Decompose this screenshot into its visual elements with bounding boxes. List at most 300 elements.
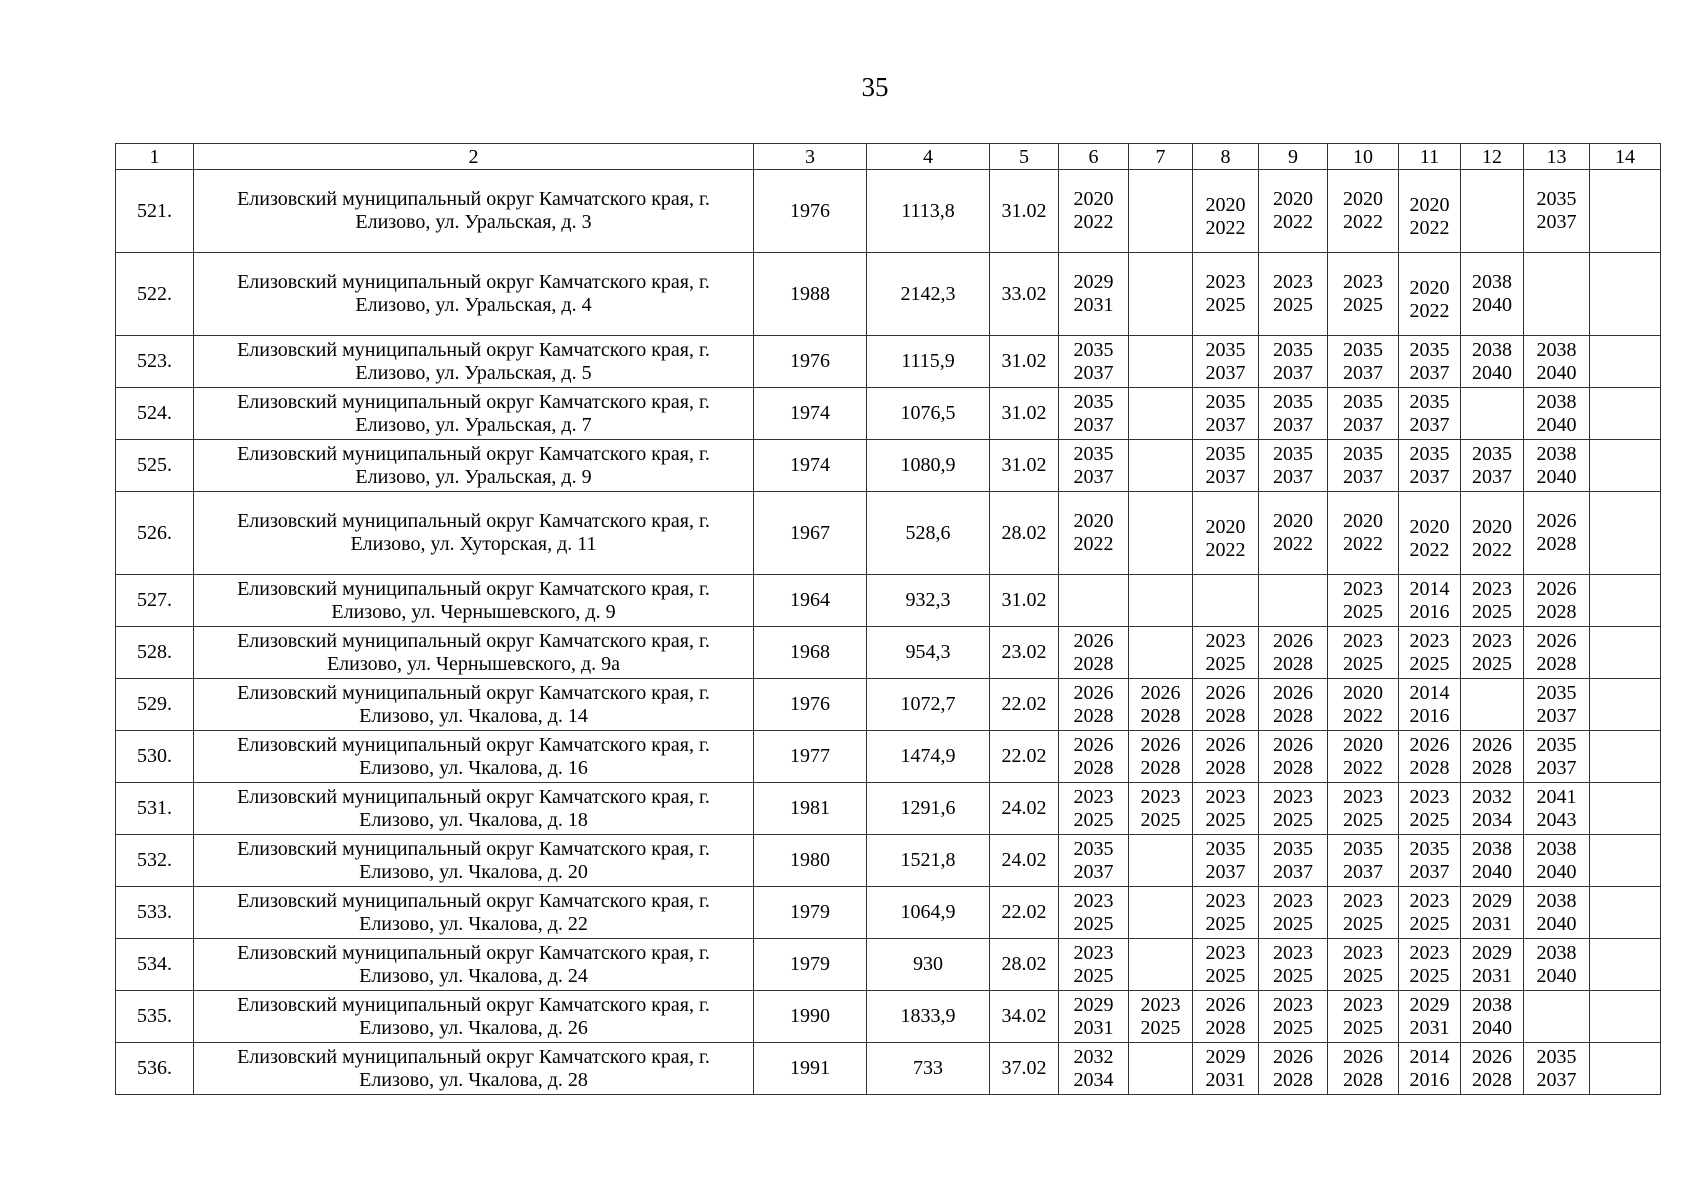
period-cell-10 <box>1328 835 1399 887</box>
column-header-10: 10 <box>1328 144 1399 170</box>
period-cell-11 <box>1399 575 1461 627</box>
address-cell <box>194 835 754 887</box>
period-year: 2026 <box>1205 733 1246 756</box>
code-cell: 28.02 <box>990 939 1059 991</box>
period-year: 2037 <box>1205 361 1246 384</box>
period-year: 2028 <box>1273 1068 1313 1091</box>
period-cell-8 <box>1193 679 1259 731</box>
column-header-14: 14 <box>1590 144 1661 170</box>
period-year: 2038 <box>1536 338 1577 361</box>
period-cell-14 <box>1590 679 1661 731</box>
period-year: 2028 <box>1205 756 1246 779</box>
period-cell-12 <box>1461 939 1524 991</box>
column-header-7: 7 <box>1129 144 1193 170</box>
period-year: 2040 <box>1472 860 1512 883</box>
period-year: 2022 <box>1273 211 1313 233</box>
address-line: Елизово, ул. Чкалова, д. 24 <box>359 964 588 987</box>
row-number-cell: 531. <box>116 783 194 835</box>
period-cell-6 <box>1059 835 1129 887</box>
period-cell-13 <box>1524 492 1590 575</box>
period-year: 2025 <box>1073 912 1114 935</box>
period-cell-14 <box>1590 887 1661 939</box>
area-cell: 1076,5 <box>867 388 990 440</box>
period-cell-13 <box>1524 731 1590 783</box>
period-year: 2040 <box>1536 912 1577 935</box>
address-cell <box>194 679 754 731</box>
period-year: 2022 <box>1205 539 1246 561</box>
period-year: 2025 <box>1205 912 1246 935</box>
period-year: 2038 <box>1536 837 1577 860</box>
period-year: 2025 <box>1140 808 1181 831</box>
period-cell-9 <box>1259 170 1328 253</box>
period-year: 2023 <box>1205 941 1246 964</box>
period-year: 2023 <box>1273 993 1313 1016</box>
period-year: 2028 <box>1536 600 1577 623</box>
period-year: 2023 <box>1273 271 1313 293</box>
year-built-cell: 1979 <box>754 939 867 991</box>
address-cell <box>194 731 754 783</box>
period-year: 2037 <box>1343 361 1383 384</box>
period-cell-8 <box>1193 575 1259 627</box>
table-row <box>116 492 1661 575</box>
period-year: 2020 <box>1073 510 1114 532</box>
address-cell <box>194 939 754 991</box>
period-year: 2035 <box>1205 390 1246 413</box>
row-number-cell: 530. <box>116 731 194 783</box>
period-cell-14 <box>1590 939 1661 991</box>
column-header-11: 11 <box>1399 144 1461 170</box>
address-line: Елизово, ул. Чкалова, д. 18 <box>359 808 588 831</box>
period-year: 2028 <box>1409 756 1450 779</box>
period-cell-6 <box>1059 253 1129 336</box>
period-year: 2035 <box>1073 390 1114 413</box>
table-row <box>116 991 1661 1043</box>
period-year: 2026 <box>1472 1045 1512 1068</box>
year-built-cell: 1980 <box>754 835 867 887</box>
period-cell-10 <box>1328 1043 1399 1095</box>
column-header-4: 4 <box>867 144 990 170</box>
period-cell-9 <box>1259 253 1328 336</box>
period-year: 2035 <box>1273 390 1313 413</box>
period-cell-11 <box>1399 336 1461 388</box>
period-year: 2035 <box>1536 733 1577 756</box>
address-line: Елизово, ул. Уральская, д. 7 <box>355 413 592 436</box>
period-year: 2032 <box>1472 785 1512 808</box>
period-cell-12 <box>1461 492 1524 575</box>
year-built-cell: 1976 <box>754 679 867 731</box>
period-year: 2035 <box>1343 837 1383 860</box>
period-cell-8 <box>1193 170 1259 253</box>
period-cell-13 <box>1524 253 1590 336</box>
table-row <box>116 388 1661 440</box>
table-row <box>116 575 1661 627</box>
period-cell-12 <box>1461 1043 1524 1095</box>
period-year: 2028 <box>1073 756 1114 779</box>
period-year: 2037 <box>1536 756 1577 779</box>
period-cell-7 <box>1129 440 1193 492</box>
period-year: 2023 <box>1409 785 1450 808</box>
period-year: 2025 <box>1343 912 1383 935</box>
period-cell-9 <box>1259 492 1328 575</box>
period-year: 2023 <box>1343 785 1383 808</box>
period-year: 2028 <box>1073 704 1114 727</box>
period-cell-8 <box>1193 492 1259 575</box>
period-year: 2023 <box>1140 785 1181 808</box>
period-year: 2028 <box>1536 533 1577 555</box>
period-year: 2035 <box>1409 442 1450 465</box>
period-year: 2020 <box>1409 194 1450 216</box>
period-cell-14 <box>1590 388 1661 440</box>
period-year: 2026 <box>1205 993 1246 1016</box>
table-row <box>116 627 1661 679</box>
period-cell-10 <box>1328 336 1399 388</box>
area-cell: 1521,8 <box>867 835 990 887</box>
address-line: Елизово, ул. Уральская, д. 9 <box>355 465 592 488</box>
address-line: Елизовский муниципальный округ Камчатского края, г. <box>237 785 710 808</box>
period-cell-7 <box>1129 627 1193 679</box>
period-cell-10 <box>1328 731 1399 783</box>
area-cell: 528,6 <box>867 492 990 575</box>
period-year: 2025 <box>1343 964 1383 987</box>
period-year: 2023 <box>1409 629 1450 652</box>
period-cell-8 <box>1193 939 1259 991</box>
period-year: 2026 <box>1205 681 1246 704</box>
period-year: 2023 <box>1273 889 1313 912</box>
period-year: 2035 <box>1409 338 1450 361</box>
period-year: 2025 <box>1343 652 1383 675</box>
column-header-1: 1 <box>116 144 194 170</box>
address-line: Елизовский муниципальный округ Камчатского края, г. <box>237 733 710 756</box>
period-cell-6 <box>1059 440 1129 492</box>
area-cell: 1080,9 <box>867 440 990 492</box>
address-cell <box>194 627 754 679</box>
code-cell: 24.02 <box>990 835 1059 887</box>
period-year: 2037 <box>1343 860 1383 883</box>
period-cell-11 <box>1399 679 1461 731</box>
row-number-cell: 532. <box>116 835 194 887</box>
period-cell-14 <box>1590 835 1661 887</box>
period-year: 2028 <box>1472 756 1512 779</box>
address-line: Елизово, ул. Чернышевского, д. 9 <box>331 600 616 623</box>
period-cell-6 <box>1059 887 1129 939</box>
period-year: 2035 <box>1536 1045 1577 1068</box>
code-cell: 34.02 <box>990 991 1059 1043</box>
code-cell: 22.02 <box>990 887 1059 939</box>
period-year: 2038 <box>1472 837 1512 860</box>
table-row <box>116 887 1661 939</box>
period-cell-6 <box>1059 492 1129 575</box>
period-cell-14 <box>1590 627 1661 679</box>
period-cell-9 <box>1259 887 1328 939</box>
period-cell-13 <box>1524 170 1590 253</box>
period-year: 2037 <box>1073 860 1114 883</box>
period-year: 2023 <box>1343 993 1383 1016</box>
period-cell-14 <box>1590 170 1661 253</box>
period-year: 2020 <box>1205 516 1246 538</box>
address-line: Елизовский муниципальный округ Камчатского края, г. <box>237 629 710 652</box>
period-year: 2026 <box>1140 733 1181 756</box>
period-year: 2025 <box>1205 294 1246 316</box>
period-year: 2026 <box>1472 733 1512 756</box>
table-body <box>116 170 1661 1095</box>
period-cell-7 <box>1129 679 1193 731</box>
period-year: 2043 <box>1536 808 1577 831</box>
row-number-cell: 528. <box>116 627 194 679</box>
period-year: 2022 <box>1073 211 1114 233</box>
period-year: 2016 <box>1409 1068 1450 1091</box>
address-line: Елизово, ул. Чернышевского, д. 9а <box>326 652 621 675</box>
period-cell-7 <box>1129 939 1193 991</box>
address-cell <box>194 991 754 1043</box>
period-year: 2025 <box>1273 964 1313 987</box>
year-built-cell: 1968 <box>754 627 867 679</box>
period-year: 2025 <box>1205 652 1246 675</box>
period-year: 2028 <box>1536 652 1577 675</box>
address-line: Елизово, ул. Чкалова, д. 26 <box>359 1016 588 1039</box>
period-year: 2016 <box>1409 600 1450 623</box>
period-year: 2041 <box>1536 785 1577 808</box>
period-year: 2035 <box>1472 442 1512 465</box>
period-year: 2023 <box>1205 629 1246 652</box>
period-cell-9 <box>1259 991 1328 1043</box>
period-cell-11 <box>1399 627 1461 679</box>
year-built-cell: 1974 <box>754 440 867 492</box>
period-year: 2014 <box>1409 577 1450 600</box>
period-year: 2038 <box>1472 271 1512 293</box>
code-cell: 31.02 <box>990 575 1059 627</box>
period-year: 2025 <box>1140 1016 1181 1039</box>
year-built-cell: 1990 <box>754 991 867 1043</box>
period-year: 2028 <box>1073 652 1114 675</box>
period-year: 2028 <box>1472 1068 1512 1091</box>
period-year: 2023 <box>1343 577 1383 600</box>
address-line: Елизовский муниципальный округ Камчатского края, г. <box>237 188 710 210</box>
period-year: 2038 <box>1536 941 1577 964</box>
code-cell: 31.02 <box>990 388 1059 440</box>
table-row <box>116 1043 1661 1095</box>
period-year: 2022 <box>1409 300 1450 322</box>
column-header-8: 8 <box>1193 144 1259 170</box>
address-line: Елизовский муниципальный округ Камчатского края, г. <box>237 1045 710 1068</box>
address-line: Елизово, ул. Чкалова, д. 16 <box>359 756 588 779</box>
period-cell-9 <box>1259 627 1328 679</box>
period-cell-13 <box>1524 991 1590 1043</box>
area-cell: 1474,9 <box>867 731 990 783</box>
period-year: 2028 <box>1273 652 1313 675</box>
period-cell-13 <box>1524 440 1590 492</box>
period-year: 2023 <box>1205 785 1246 808</box>
period-cell-6 <box>1059 170 1129 253</box>
column-header-3: 3 <box>754 144 867 170</box>
period-year: 2025 <box>1409 652 1450 675</box>
period-year: 2040 <box>1472 1016 1512 1039</box>
period-year: 2035 <box>1273 338 1313 361</box>
period-cell-6 <box>1059 575 1129 627</box>
address-line: Елизово, ул. Уральская, д. 3 <box>355 211 592 233</box>
area-cell: 1113,8 <box>867 170 990 253</box>
period-year: 2038 <box>1536 889 1577 912</box>
period-cell-9 <box>1259 939 1328 991</box>
period-year: 2028 <box>1205 704 1246 727</box>
period-cell-14 <box>1590 783 1661 835</box>
period-cell-8 <box>1193 835 1259 887</box>
period-year: 2023 <box>1343 889 1383 912</box>
period-year: 2020 <box>1273 188 1313 210</box>
period-year: 2025 <box>1409 964 1450 987</box>
period-year: 2028 <box>1343 1068 1383 1091</box>
period-year: 2029 <box>1409 993 1450 1016</box>
period-cell-13 <box>1524 783 1590 835</box>
period-cell-8 <box>1193 783 1259 835</box>
period-year: 2035 <box>1073 837 1114 860</box>
row-number-cell: 521. <box>116 170 194 253</box>
period-year: 2035 <box>1343 442 1383 465</box>
column-header-5: 5 <box>990 144 1059 170</box>
period-year: 2037 <box>1409 361 1450 384</box>
code-cell: 31.02 <box>990 440 1059 492</box>
period-cell-10 <box>1328 575 1399 627</box>
period-year: 2037 <box>1205 860 1246 883</box>
period-cell-11 <box>1399 991 1461 1043</box>
address-line: Елизово, ул. Чкалова, д. 20 <box>359 860 588 883</box>
period-year: 2035 <box>1343 390 1383 413</box>
period-year: 2025 <box>1273 294 1313 316</box>
period-year: 2022 <box>1343 704 1383 727</box>
period-year: 2029 <box>1073 271 1114 293</box>
row-number-cell: 529. <box>116 679 194 731</box>
address-line: Елизовский муниципальный округ Камчатского края, г. <box>237 442 710 465</box>
area-cell: 1064,9 <box>867 887 990 939</box>
address-line: Елизово, ул. Чкалова, д. 22 <box>359 912 588 935</box>
table-row <box>116 170 1661 253</box>
period-year: 2022 <box>1343 211 1383 233</box>
area-cell: 932,3 <box>867 575 990 627</box>
year-built-cell: 1981 <box>754 783 867 835</box>
period-year: 2025 <box>1273 1016 1313 1039</box>
row-number-cell: 522. <box>116 253 194 336</box>
period-year: 2023 <box>1205 889 1246 912</box>
period-year: 2020 <box>1273 510 1313 532</box>
period-year: 2016 <box>1409 704 1450 727</box>
period-cell-9 <box>1259 388 1328 440</box>
period-year: 2032 <box>1073 1045 1114 1068</box>
period-year: 2020 <box>1409 516 1450 538</box>
period-cell-8 <box>1193 991 1259 1043</box>
row-number-cell: 526. <box>116 492 194 575</box>
period-year: 2025 <box>1343 600 1383 623</box>
period-cell-9 <box>1259 679 1328 731</box>
period-year: 2026 <box>1536 577 1577 600</box>
code-cell: 31.02 <box>990 336 1059 388</box>
period-cell-12 <box>1461 731 1524 783</box>
period-cell-7 <box>1129 887 1193 939</box>
period-cell-7 <box>1129 336 1193 388</box>
column-header-9: 9 <box>1259 144 1328 170</box>
period-year: 2037 <box>1273 413 1313 436</box>
period-year: 2022 <box>1409 539 1450 561</box>
period-cell-7 <box>1129 575 1193 627</box>
year-built-cell: 1976 <box>754 336 867 388</box>
period-year: 2025 <box>1409 808 1450 831</box>
period-year: 2023 <box>1343 271 1383 293</box>
period-year: 2025 <box>1343 294 1383 316</box>
period-cell-11 <box>1399 440 1461 492</box>
period-cell-6 <box>1059 731 1129 783</box>
period-year: 2026 <box>1073 733 1114 756</box>
address-line: Елизовский муниципальный округ Камчатского края, г. <box>237 271 710 293</box>
area-cell: 1833,9 <box>867 991 990 1043</box>
period-year: 2037 <box>1073 465 1114 488</box>
period-year: 2026 <box>1343 1045 1383 1068</box>
address-line: Елизовский муниципальный округ Камчатского края, г. <box>237 510 710 532</box>
address-line: Елизовский муниципальный округ Камчатского края, г. <box>237 941 710 964</box>
period-cell-10 <box>1328 170 1399 253</box>
table-row <box>116 731 1661 783</box>
period-year: 2023 <box>1273 941 1313 964</box>
year-built-cell: 1976 <box>754 170 867 253</box>
period-year: 2035 <box>1409 390 1450 413</box>
area-cell: 1291,6 <box>867 783 990 835</box>
period-year: 2025 <box>1273 912 1313 935</box>
period-year: 2026 <box>1409 733 1450 756</box>
address-line: Елизовский муниципальный округ Камчатского края, г. <box>237 390 710 413</box>
area-cell: 954,3 <box>867 627 990 679</box>
period-year: 2025 <box>1343 808 1383 831</box>
address-line: Елизовский муниципальный округ Камчатского края, г. <box>237 993 710 1016</box>
table-row <box>116 835 1661 887</box>
period-cell-7 <box>1129 991 1193 1043</box>
period-cell-9 <box>1259 783 1328 835</box>
period-year: 2037 <box>1073 361 1114 384</box>
period-cell-7 <box>1129 835 1193 887</box>
period-cell-12 <box>1461 991 1524 1043</box>
period-year: 2035 <box>1409 837 1450 860</box>
period-year: 2034 <box>1472 808 1512 831</box>
year-built-cell: 1967 <box>754 492 867 575</box>
row-number-cell: 534. <box>116 939 194 991</box>
period-year: 2029 <box>1472 889 1512 912</box>
period-cell-9 <box>1259 731 1328 783</box>
period-cell-6 <box>1059 1043 1129 1095</box>
period-year: 2040 <box>1536 413 1577 436</box>
period-year: 2026 <box>1273 681 1313 704</box>
period-cell-6 <box>1059 991 1129 1043</box>
year-built-cell: 1988 <box>754 253 867 336</box>
period-year: 2020 <box>1205 194 1246 216</box>
period-year: 2028 <box>1273 704 1313 727</box>
period-year: 2037 <box>1273 860 1313 883</box>
period-cell-7 <box>1129 731 1193 783</box>
period-year: 2025 <box>1073 964 1114 987</box>
period-cell-10 <box>1328 939 1399 991</box>
period-year: 2020 <box>1409 277 1450 299</box>
period-cell-8 <box>1193 388 1259 440</box>
period-year: 2031 <box>1409 1016 1450 1039</box>
column-header-2: 2 <box>194 144 754 170</box>
period-cell-14 <box>1590 253 1661 336</box>
code-cell: 33.02 <box>990 253 1059 336</box>
period-year: 2023 <box>1140 993 1181 1016</box>
period-cell-13 <box>1524 939 1590 991</box>
period-year: 2037 <box>1273 465 1313 488</box>
period-cell-10 <box>1328 492 1399 575</box>
period-year: 2038 <box>1472 338 1512 361</box>
period-year: 2023 <box>1472 629 1512 652</box>
column-header-6: 6 <box>1059 144 1129 170</box>
period-year: 2031 <box>1073 1016 1114 1039</box>
table-row <box>116 939 1661 991</box>
period-cell-10 <box>1328 783 1399 835</box>
